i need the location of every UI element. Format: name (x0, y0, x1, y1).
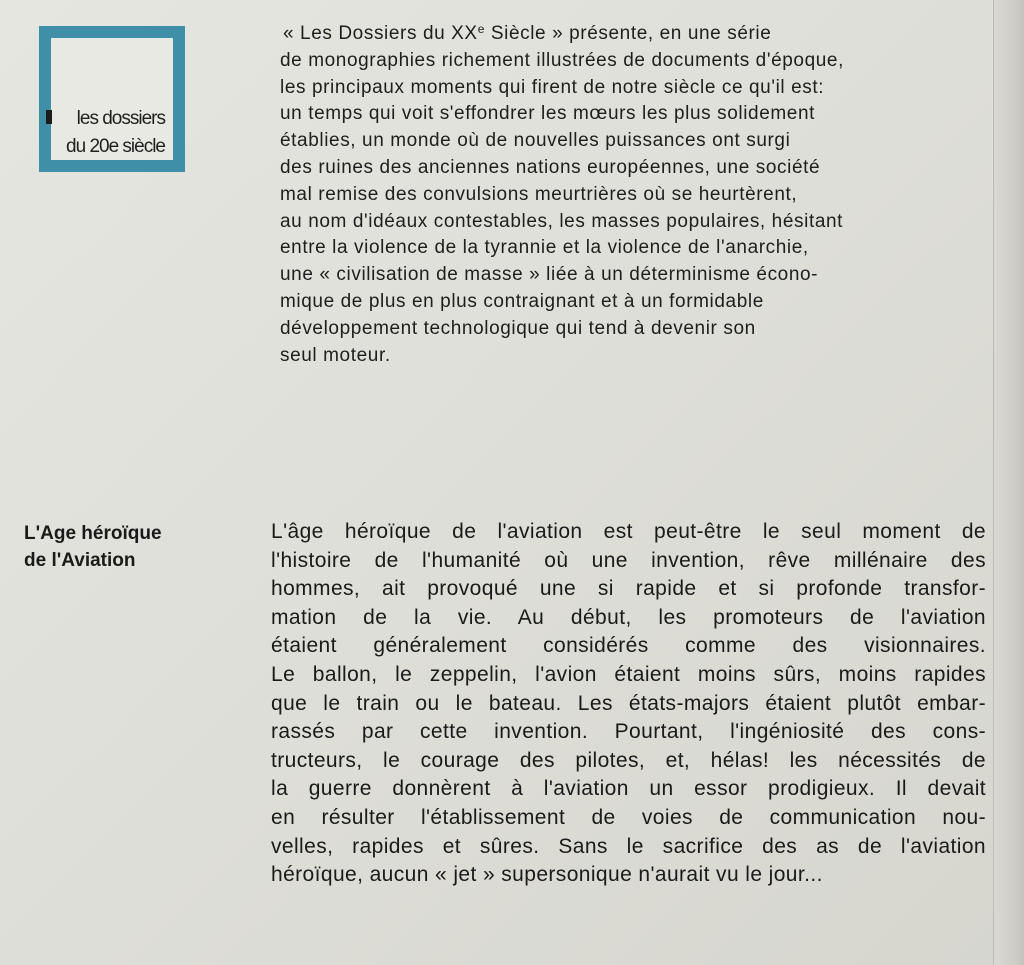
body-line: étaient généralement considérés comme des visionnaires. (271, 634, 986, 658)
body-line: mation de la vie. Au début, les promoteurs de l'aviation (271, 605, 986, 629)
logo-line-1: les dossiers (76, 108, 165, 129)
body-line: la guerre donnèrent à l'aviation un essor prodigieux. Il devait (271, 777, 986, 801)
intro-line: de monographies richement illustrées de documents d'époque, (280, 49, 844, 71)
intro-line: seul moteur. (280, 344, 391, 366)
intro-line: mal remise des convulsions meurtrières où se heurtèrent, (280, 183, 798, 205)
section-title-line-1: L'Age héroïque (24, 523, 162, 544)
intro-line: au nom d'idéaux contestables, les masses populaires, hésitant (280, 210, 844, 232)
logo-line-2: du 20e siècle (66, 136, 165, 157)
intro-line: « Les Dossiers du XXe Siècle » présente, en une série (283, 22, 772, 44)
body-line: en résulter l'établissement de voies de communication nou- (271, 805, 986, 829)
intro-line: une « civilisation de masse » liée à un déterminisme écono- (280, 264, 819, 286)
intro-line: les principaux moments qui firent de notre siècle ce qu'il est: (280, 76, 825, 98)
intro-line: mique de plus en plus contraignant et à un formidable (280, 290, 764, 312)
section-body-paragraph (271, 518, 986, 890)
intro-line: un temps qui voit s'effondrer les mœurs les plus solidement (280, 103, 816, 125)
series-logo (39, 26, 185, 172)
body-line: velles, rapides et sûres. Sans le sacrifice des as de l'aviation (271, 834, 986, 858)
body-line: rassés par cette invention. Pourtant, l'ingéniosité des cons- (271, 720, 986, 744)
body-line: tructeurs, le courage des pilotes, et, hélas! les nécessités de (271, 748, 986, 772)
intro-line: des ruines des anciennes nations européennes, une société (280, 156, 821, 178)
body-line: hommes, ait provoqué une si rapide et si profonde transfor- (271, 577, 986, 601)
section-title (24, 520, 162, 574)
body-line: que le train ou le bateau. Les états-majors étaient plutôt embar- (271, 691, 986, 715)
body-line: l'histoire de l'humanité où une invention, rêve millénaire des (271, 548, 986, 572)
series-intro-paragraph (280, 16, 980, 369)
body-line: L'âge héroïque de l'aviation est peut-être le seul moment de (271, 520, 986, 543)
body-line: Le ballon, le zeppelin, l'avion étaient moins sûrs, moins rapides (271, 662, 986, 686)
section-title-line-2: de l'Aviation (24, 550, 136, 571)
logo-mark (46, 110, 52, 124)
body-line: héroïque, aucun « jet » supersonique n'aurait vu le jour... (271, 863, 823, 887)
intro-line: entre la violence de la tyrannie et la violence de l'anarchie, (280, 237, 809, 259)
intro-line: établies, un monde où de nouvelles puissances ont surgi (280, 130, 791, 152)
page-edge (993, 0, 1024, 965)
intro-line: développement technologique qui tend à devenir son (280, 317, 756, 339)
